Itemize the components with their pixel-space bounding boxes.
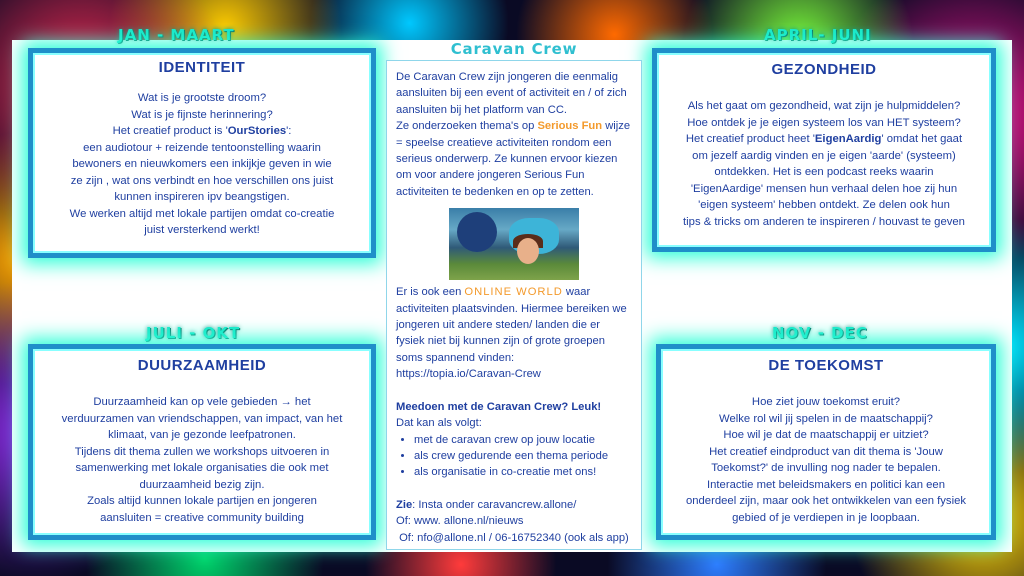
card-line: Wat is je fijnste herinnering? bbox=[131, 108, 273, 121]
card-title: IDENTITEIT bbox=[158, 59, 246, 76]
card-line: Als het gaat om gezondheid, wat zijn je hulpmiddelen? bbox=[687, 100, 961, 112]
join-intro: Dat kan als volgt: bbox=[396, 417, 482, 430]
center-column bbox=[386, 60, 642, 550]
card-title: DE TOEKOMST bbox=[768, 357, 884, 374]
group-photo bbox=[449, 208, 579, 280]
list-item: • als organisatie in co-creatie met ons! bbox=[414, 464, 631, 480]
card-line: bewoners en nieuwkomers een inkijkje geven in wie bbox=[72, 158, 332, 170]
card-line: Tijdens dit thema zullen we workshops uitvoeren in bbox=[74, 445, 330, 458]
card-line: Het creatief eindproduct van dit thema is 'Jouw bbox=[709, 445, 943, 458]
card-line: juist versterkend werkt! bbox=[144, 224, 260, 236]
join-list bbox=[396, 432, 631, 481]
card-line: Wat is je grootste droom? bbox=[137, 92, 267, 104]
card-line: verduurzamen van vriendschappen, van impact, van het bbox=[61, 412, 343, 425]
season-label-q1: JAN - MAART bbox=[118, 26, 235, 44]
card-line: onderdeel zijn, maar ook het ontwikkelen van een fysiek bbox=[685, 495, 967, 507]
card-line: kunnen inspireren ipv beangstigen. bbox=[114, 191, 290, 203]
card-line: duurzaamheid bezig zijn. bbox=[139, 478, 265, 491]
card-line: Duurzaamheid kan op vele gebieden → het bbox=[93, 396, 311, 408]
list-item: • als crew gedurende een thema periode bbox=[414, 448, 631, 464]
card-identiteit bbox=[28, 48, 376, 258]
card-title: DUURZAAMHEID bbox=[137, 357, 267, 374]
card-line: Interactie met beleidsmakers en politici kan een bbox=[707, 478, 945, 491]
serious-fun-highlight: Serious Fun bbox=[537, 120, 603, 133]
card-line: samenwerking met lokale organisaties die ook met bbox=[75, 462, 329, 474]
season-label-q4: NOV - DEC bbox=[772, 324, 868, 342]
card-toekomst bbox=[656, 344, 996, 540]
card-line: Hoe wil je dat de maatschappij er uitziet? bbox=[723, 429, 929, 441]
card-line: Het creatief product is 'OurStories': bbox=[112, 125, 292, 137]
card-line: aansluiten = creative community building bbox=[100, 511, 304, 524]
card-line: gebied of je verdiepen in je loopbaan. bbox=[732, 511, 920, 524]
center-title: Caravan Crew bbox=[450, 40, 578, 58]
card-line: Hoe ontdek je je eigen systeem los van HET systeem? bbox=[687, 116, 961, 129]
card-line: Zoals altijd kunnen lokale partijen en jongeren bbox=[87, 495, 317, 507]
contact-line: Zie: Insta onder caravancrew.allone/ bbox=[396, 498, 577, 511]
intro-text: Ze onderzoeken thema's op Serious Fun wijze = speelse creatieve activiteiten rondom een serieus onderwerp. Ze kunnen ervoor kiezen om voor andere jongeren Serious Fun activiteiten te bedenken en op te zetten. bbox=[396, 120, 631, 198]
card-line: Het creatief product heet 'EigenAardig' omdat het gaat bbox=[685, 133, 963, 145]
online-world-highlight: ONLINE WORLD bbox=[464, 286, 563, 299]
card-line: klimaat, van je gezonde leefpatronen. bbox=[108, 429, 296, 441]
card-line: We werken altijd met lokale partijen omdat co-creatie bbox=[69, 207, 335, 220]
season-label-q2: APRIL- JUNI bbox=[764, 26, 872, 44]
intro-text: De Caravan Crew zijn jongeren die eenmalig aansluiten bij een event of activiteit en / of zich aansluiten bij het platform van CC. bbox=[396, 71, 627, 116]
product-name: OurStories bbox=[227, 125, 287, 137]
card-gezondheid bbox=[652, 48, 996, 252]
contact-line[interactable]: Of: nfo@allone.nl / 06-16752340 (ook als app) bbox=[396, 531, 629, 544]
contact-line[interactable]: Of: www. allone.nl/nieuws bbox=[396, 515, 524, 528]
card-line: tips & tricks om anderen te inspireren / houvast te geven bbox=[683, 215, 965, 228]
card-line: Welke rol wil jij spelen in de maatschappij? bbox=[719, 412, 933, 425]
product-name: EigenAardig bbox=[814, 133, 882, 145]
card-line: 'EigenAardige' mensen hun verhaal delen hoe zij hun bbox=[690, 182, 958, 195]
list-item: • met de caravan crew op jouw locatie bbox=[414, 432, 631, 448]
join-title: Meedoen met de Caravan Crew? Leuk! bbox=[396, 400, 602, 413]
card-line: Toekomst?' de invulling nog nader te bepalen. bbox=[711, 462, 941, 474]
online-link[interactable]: https://topia.io/Caravan-Crew bbox=[396, 368, 541, 381]
card-line: Hoe ziet jouw toekomst eruit? bbox=[751, 396, 901, 408]
season-label-q3: JULI - OKT bbox=[146, 324, 241, 342]
card-duurzaamheid bbox=[28, 344, 376, 540]
card-line: een audiotour + reizende tentoonstelling waarin bbox=[83, 141, 321, 154]
card-line: ontdekken. Het is een podcast reeks waarin bbox=[714, 166, 934, 178]
card-title: GEZONDHEID bbox=[771, 61, 877, 78]
online-text: Er is ook een ONLINE WORLD waar activiteiten plaatsvinden. Hiermee bereiken we jongeren uit andere steden/ landen die er fysiek niet bij kunnen zijn of grote groepen soms spannend vinden: bbox=[396, 286, 627, 364]
card-line: ze zijn , wat ons verbindt en hoe verschillen ons juist bbox=[70, 174, 334, 187]
card-line: om jezelf aardig vinden en je eigen 'aarde' (systeem) bbox=[692, 149, 956, 162]
card-line: 'eigen systeem' hebben ontdekt. Ze delen ook hun bbox=[698, 199, 950, 211]
